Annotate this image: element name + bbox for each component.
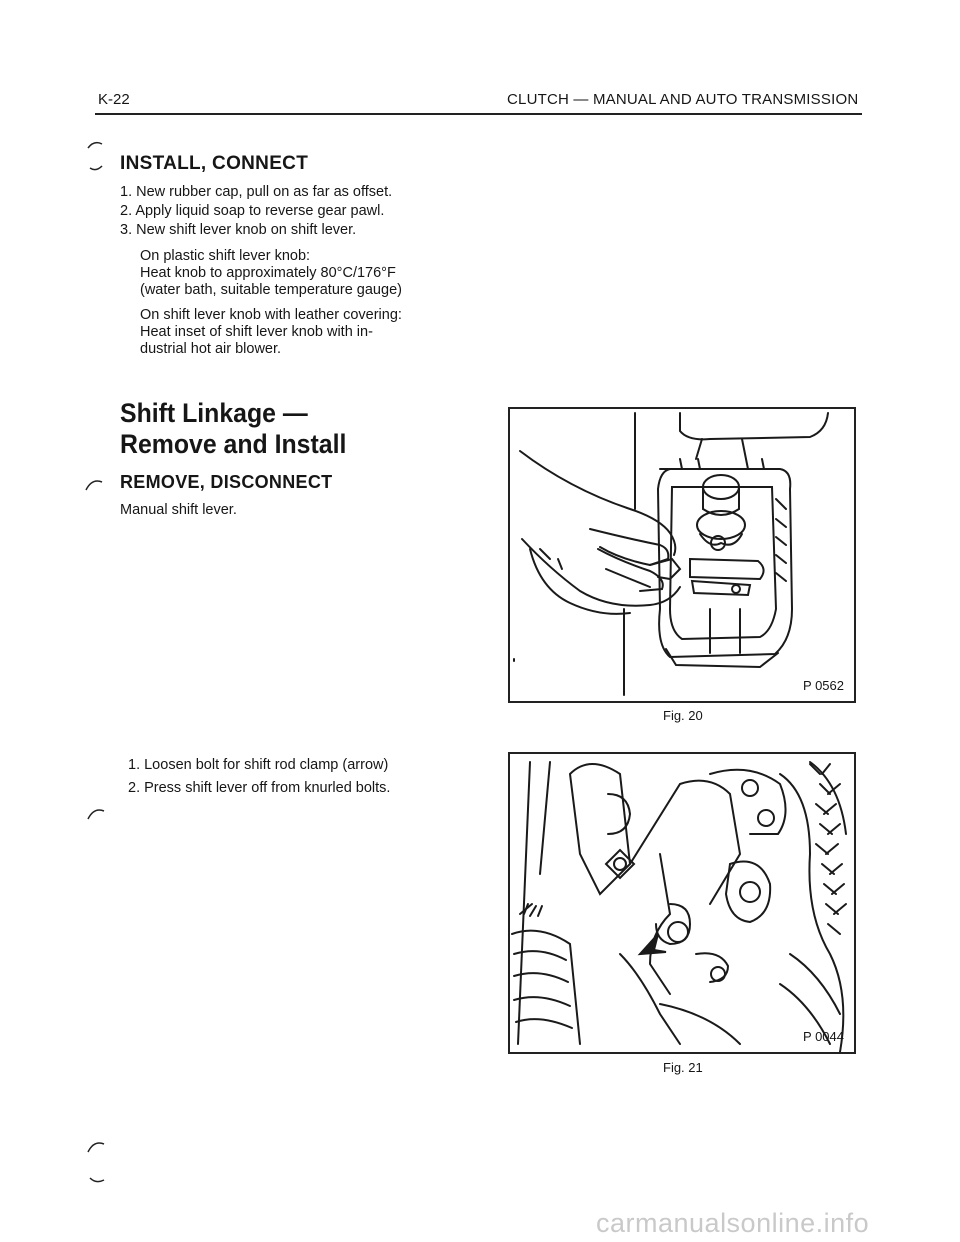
margin-mark <box>86 138 110 178</box>
figure-21-caption: Fig. 21 <box>663 1060 703 1075</box>
leather-knob-note: On shift lever knob with leather covering: Heat inset of shift lever knob with in- dustrial hot air blower. <box>140 307 402 357</box>
header-rule <box>95 113 862 115</box>
figure-20 <box>508 407 856 703</box>
plastic-knob-note: On plastic shift lever knob: Heat knob to approximately 80°C/176°F (water bath, suitable temperature gauge) <box>140 248 402 298</box>
figure-20-caption: Fig. 20 <box>663 708 703 723</box>
figure-21-code: P 0044 <box>803 1029 844 1044</box>
running-title: CLUTCH — MANUAL AND AUTO TRANSMISSION <box>507 91 859 108</box>
loosen-step-1: 1. Loosen bolt for shift rod clamp (arrow) <box>128 757 389 773</box>
watermark: carmanualsonline.info <box>596 1208 870 1238</box>
install-step-1: 1. New rubber cap, pull on as far as offset. <box>120 184 393 200</box>
install-step-3: 3. New shift lever knob on shift lever. <box>120 222 357 238</box>
remove-heading: REMOVE, DISCONNECT <box>120 472 333 492</box>
loosen-step-2: 2. Press shift lever off from knurled bolts. <box>128 780 391 796</box>
section-title: Shift Linkage — Remove and Install <box>120 398 347 459</box>
manual-lever-text: Manual shift lever. <box>120 502 237 518</box>
margin-mark <box>84 476 108 496</box>
margin-mark <box>86 805 110 825</box>
figure-20-code: P 0562 <box>803 678 844 693</box>
install-step-2: 2. Apply liquid soap to reverse gear pawl. <box>120 203 385 219</box>
shift-rod-clamp-illustration <box>510 754 854 1052</box>
page-number: K-22 <box>98 91 130 108</box>
margin-mark <box>86 1138 110 1188</box>
shift-lever-knob-illustration <box>510 409 854 701</box>
install-heading: INSTALL, CONNECT <box>120 153 309 174</box>
figure-21 <box>508 752 856 1054</box>
